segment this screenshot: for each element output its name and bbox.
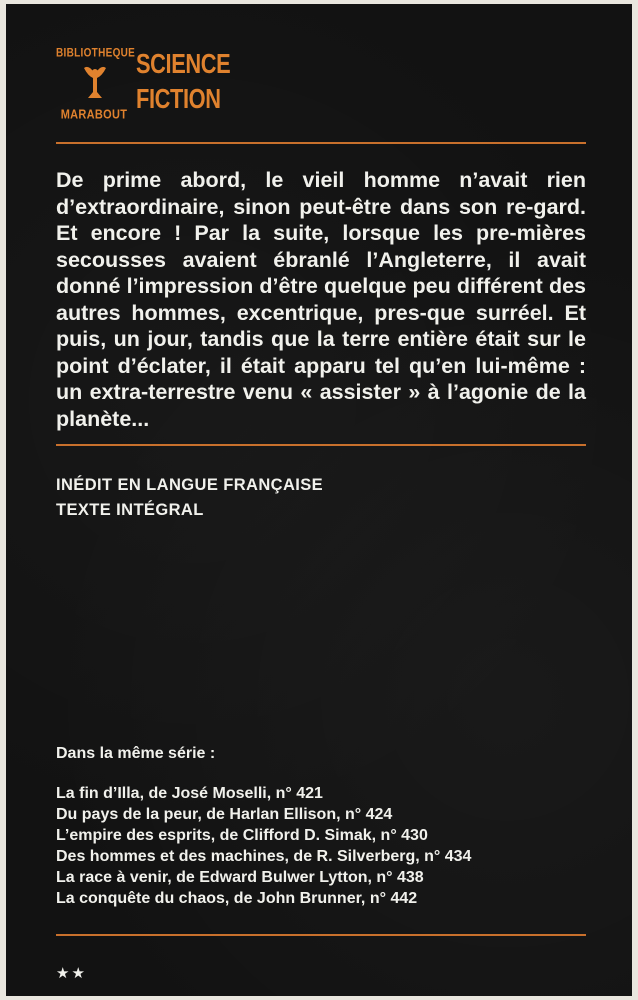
series-title: Dans la même série :: [56, 745, 216, 762]
edition-line-integral: TEXTE INTÉGRAL: [56, 501, 204, 519]
edition-info: [56, 473, 323, 523]
back-cover: [6, 4, 632, 996]
logo-science: SCIENCE: [136, 48, 231, 79]
divider-top: [56, 142, 586, 144]
logo-fiction: FICTION: [136, 83, 221, 114]
logo-left-block: [56, 46, 136, 123]
list-item: L’empire des esprits, de Clifford D. Simak, n° 430: [56, 827, 428, 844]
edition-line-inedit: INÉDIT EN LANGUE FRANÇAISE: [56, 476, 324, 494]
rating-stars: ★★: [56, 965, 87, 982]
divider-bottom: [56, 934, 586, 936]
logo-marabout: MARABOUT: [60, 107, 128, 123]
series-list: [56, 745, 471, 909]
list-item: La race à venir, de Edward Bulwer Lytton, n° 438: [56, 869, 424, 886]
list-item: Des hommes et des machines, de R. Silverberg, n° 434: [56, 848, 472, 865]
logo-bibliotheque: BIBLIOTHEQUE: [56, 46, 136, 61]
logo-right-block: [136, 46, 231, 116]
list-item: La fin d’Illa, de José Moselli, n° 421: [56, 785, 323, 802]
divider-middle: [56, 444, 586, 446]
list-item: La conquête du chaos, de John Brunner, n° 442: [56, 890, 418, 907]
marabout-bird-icon: [82, 62, 108, 104]
blurb-text: [56, 167, 586, 432]
blurb-paragraph: De prime abord, le vieil homme n’avait rien d’extraordinaire, sinon peut-être dans son re-gard. Et encore ! Par la suite, lorsque les pre-mières secousses avaient ébranlé l’Angleterre, il avait donné l’impression d’être quelque peu différent des autres hommes, excentrique, pres-que surréel. Et puis, un jour, tandis que la terre entière était sur le point d’éclater, il était apparu tel qu’en lui-même : un extra-terrestre venu « assister » à l’agonie de la planète...: [56, 168, 586, 431]
publisher-logo: [56, 46, 231, 134]
list-item: Du pays de la peur, de Harlan Ellison, n° 424: [56, 806, 393, 823]
